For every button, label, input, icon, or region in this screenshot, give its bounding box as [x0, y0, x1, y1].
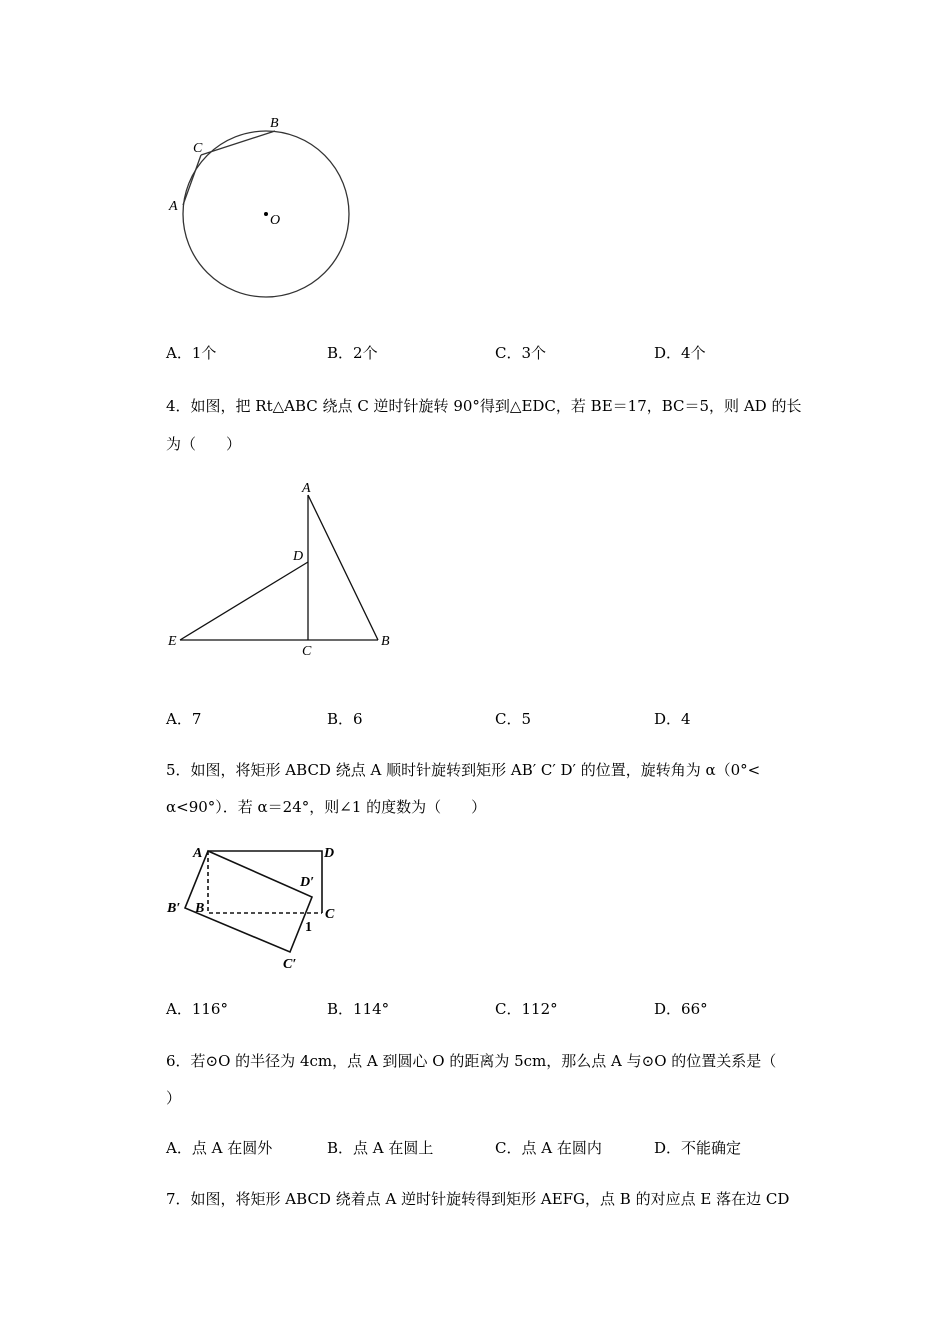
chord-ac — [183, 155, 201, 205]
q3-option-d: D．4个 — [654, 344, 706, 362]
label-b-prime: B′ — [167, 901, 181, 916]
q5-option-a: A．116° — [166, 1000, 228, 1018]
q4-option-b: B．6 — [327, 710, 363, 728]
label-c-prime: C′ — [283, 957, 297, 972]
q4-option-c: C．5 — [495, 710, 532, 728]
q6-stem-line1: 6．若⊙O 的半径为 4cm，点 A 到圆心 O 的距离为 5cm，那么点 A 与⊙O 的位置关系是（ — [166, 1052, 777, 1070]
q6-option-d: D．不能确定 — [654, 1139, 742, 1157]
label-a: A — [302, 481, 311, 496]
q5-stem-line2: α<90°）．若 α＝24°，则∠1 的度数为（ ） — [166, 798, 487, 816]
q5-option-d: D．66° — [654, 1000, 708, 1018]
label-o: O — [270, 213, 281, 228]
label-b: B — [381, 634, 390, 649]
q3-option-c: C．3个 — [495, 344, 547, 362]
q3-option-b: B．2个 — [327, 344, 378, 362]
label-b: B — [270, 116, 279, 131]
q5-rectangle-figure — [185, 851, 322, 952]
label-a: A — [193, 846, 203, 861]
q3-option-a: A．1个 — [166, 344, 217, 362]
label-c: C — [302, 644, 312, 659]
label-e: E — [168, 634, 177, 649]
q4-option-a: A．7 — [166, 710, 202, 728]
q5-option-c: C．112° — [495, 1000, 558, 1018]
q6-stem-line2: ） — [166, 1089, 182, 1107]
label-d-prime: D′ — [300, 875, 315, 890]
q7-stem-line1: 7．如图，将矩形 ABCD 绕着点 A 逆时针旋转得到矩形 AEFG，点 B 的对应点 E 落在边 CD — [166, 1190, 790, 1208]
chord-cb — [201, 131, 275, 155]
q4-triangle-figure — [180, 495, 378, 640]
label-b: B — [195, 901, 205, 916]
label-d: D — [293, 549, 304, 564]
label-d: D — [324, 846, 335, 861]
center-point — [264, 212, 268, 216]
label-angle-1: 1 — [305, 920, 312, 935]
q5-option-b: B．114° — [327, 1000, 390, 1018]
label-c: C — [193, 141, 203, 156]
label-a: A — [169, 199, 178, 214]
label-c: C — [325, 907, 335, 922]
q4-stem-line2: 为（ ） — [166, 435, 242, 453]
q6-option-a: A．点 A 在圆外 — [166, 1139, 273, 1157]
q4-option-d: D．4 — [654, 710, 691, 728]
q4-stem-line1: 4．如图，把 Rt△ABC 绕点 C 逆时针旋转 90°得到△EDC，若 BE＝17，BC＝5，则 AD 的长 — [166, 397, 802, 415]
q6-option-c: C．点 A 在圆内 — [495, 1139, 602, 1157]
q6-option-b: B．点 A 在圆上 — [327, 1139, 434, 1157]
q5-stem-line1: 5．如图，将矩形 ABCD 绕点 A 顺时针旋转到矩形 AB′ C′ D′ 的位置，旋转角为 α（0°< — [166, 761, 761, 779]
